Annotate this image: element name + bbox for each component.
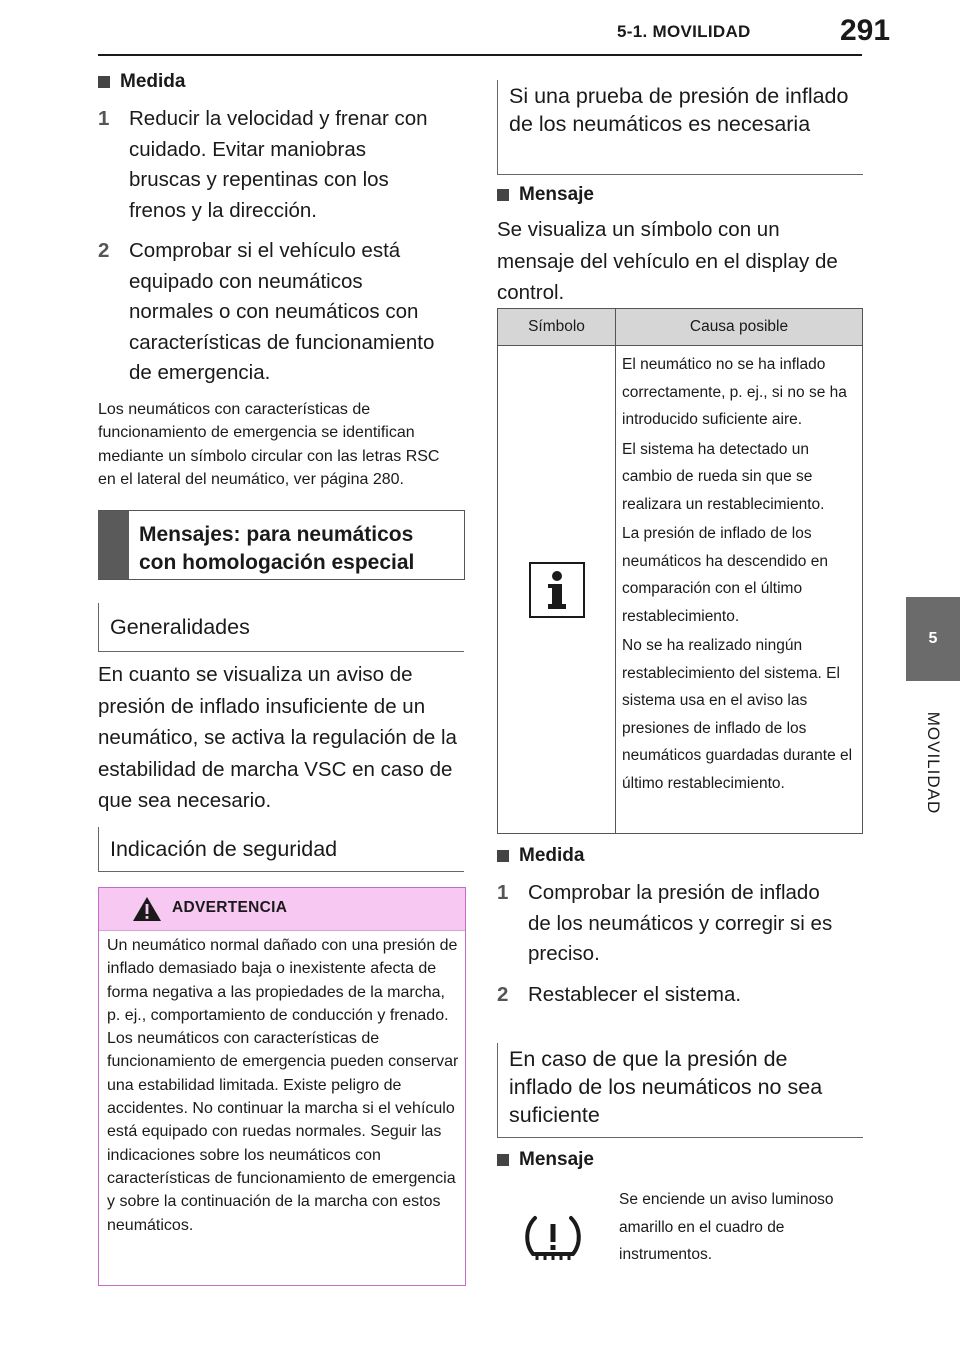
section-box-heading: Mensajes: para neumáticos con homologación especial	[98, 510, 465, 580]
symbol-table	[497, 308, 863, 834]
page-number: 291	[840, 14, 891, 47]
chapter-tab: 5	[906, 597, 960, 681]
warning-text: Un neumático normal dañado con una presión de inflado demasiado baja o inexistente afecta de forma negativa a las propiedades de la marcha, p. ej., comportamiento de conducción y frenado. Los neumáticos con características de funcionamiento de emergencia pueden conservar una estabilidad limitada. Existe peligro de accidentes. No continuar la marcha si el vehículo está equipado con ruedas normales. Seguir las indicaciones sobre los neumáticos con características de funcionamiento de emergencia y sobre la continuación de la marcha con estos neumáticos.	[107, 937, 459, 1234]
section-title: 5-1. MOVILIDAD	[617, 22, 751, 41]
symbol-cell	[498, 346, 616, 834]
list-item: 1 Comprobar la presión de inflado de los neumáticos y corregir si es preciso.	[497, 881, 833, 965]
mensaje-section	[497, 184, 863, 309]
tire-pressure-warning-icon	[523, 1210, 583, 1266]
cause-item: La presión de inflado de los neumáticos ha descendido en comparación con el último restablecimiento.	[622, 525, 828, 625]
list-item: 2 Restablecer el sistema.	[497, 982, 742, 1006]
square-bullet-icon	[497, 850, 509, 862]
square-bullet-icon	[497, 189, 509, 201]
cause-item: El sistema ha detectado un cambio de rueda sin que se realizara un restablecimiento.	[622, 440, 825, 513]
generalidades-paragraph: En cuanto se visualiza un aviso de presión de inflado insuficiente de un neumático, se activa la regulación de la estabilidad de marcha VSC en caso de que sea necesario.	[98, 663, 457, 812]
square-bullet-icon	[98, 76, 110, 88]
insuficiente-heading: En caso de que la presión de inflado de los neumáticos no sea suficiente	[497, 1043, 863, 1137]
cause-item: No se ha realizado ningún restablecimiento del sistema. El sistema usa en el aviso las presiones de inflado de los neumáticos guardadas durante el último restablecimiento.	[622, 637, 853, 792]
rsc-note: Los neumáticos con características de funcionamiento de emergencia se identifican mediante un símbolo circular con las letras RSC en el lateral del neumático, ver página 280.	[98, 400, 440, 488]
tpms-text: Se enciende un aviso luminoso amarillo en el cuadro de instrumentos.	[619, 1191, 834, 1263]
prueba-heading: Si una prueba de presión de inflado de los neumáticos es necesaria	[497, 80, 863, 174]
generalidades-heading: Generalidades	[98, 603, 464, 651]
info-icon	[529, 562, 585, 618]
warning-title: ADVERTENCIA	[172, 899, 288, 916]
list-item: 1 Reducir la velocidad y frenar con cuidado. Evitar maniobras bruscas y repentinas con los frenos y la dirección.	[98, 107, 428, 222]
square-bullet-icon	[497, 1154, 509, 1166]
left-column	[98, 71, 464, 492]
chapter-label: MOVILIDAD	[924, 711, 943, 815]
cause-cell	[616, 346, 863, 834]
list-item: 2 Comprobar si el vehículo está equipado con neumáticos normales o con neumáticos con características de funcionamiento de emergencia.	[98, 239, 435, 384]
table-header: Símbolo	[498, 309, 616, 346]
warning-box	[98, 887, 466, 1286]
table-header: Causa posible	[616, 309, 863, 346]
mensaje-paragraph: Se visualiza un símbolo con un mensaje del vehículo en el display de control.	[497, 218, 838, 304]
warning-triangle-icon	[132, 896, 162, 922]
mensaje-heading: Mensaje	[497, 184, 863, 206]
medida-right-section	[497, 845, 863, 1010]
indicacion-heading: Indicación de seguridad	[98, 827, 464, 871]
medida-heading: Medida	[497, 845, 863, 867]
cause-item: El neumático no se ha inflado correctamente, p. ej., si no se ha introducido suficiente aire.	[622, 356, 847, 428]
header-rule	[98, 54, 862, 56]
medida-heading: Medida	[98, 71, 464, 93]
mensaje-heading: Mensaje	[497, 1149, 594, 1171]
